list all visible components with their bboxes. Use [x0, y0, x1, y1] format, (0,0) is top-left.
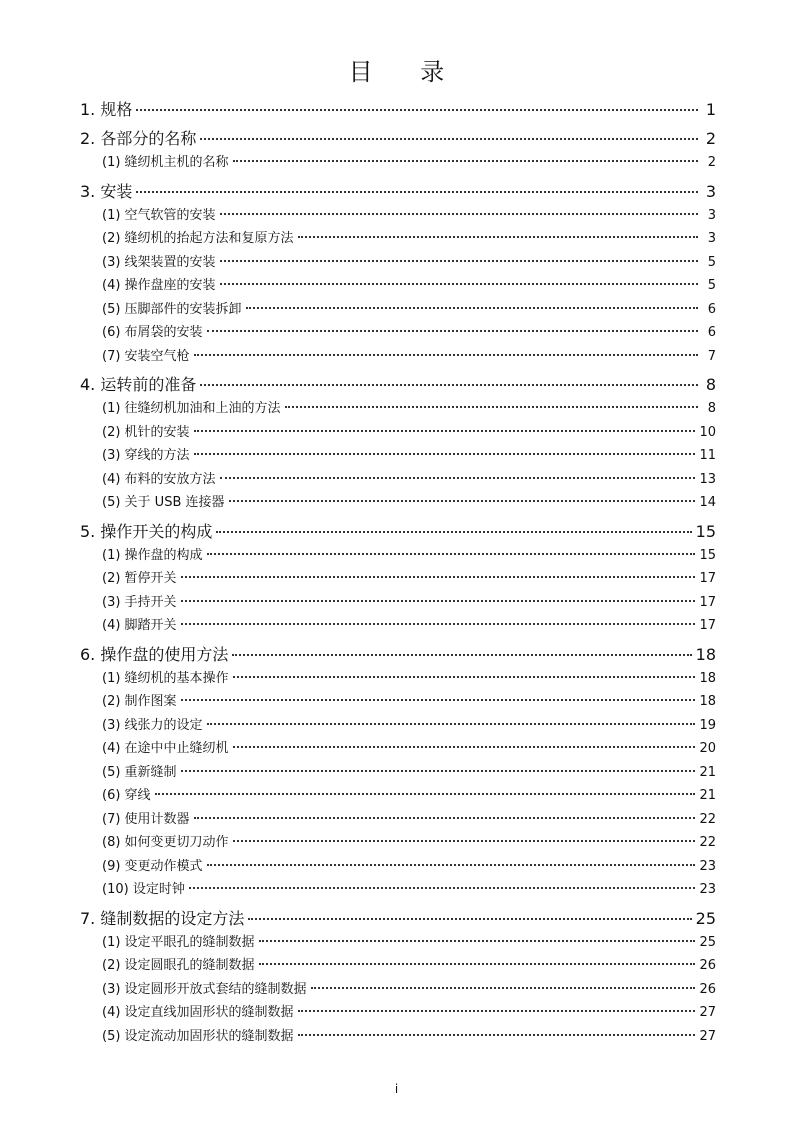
toc-entry-page-number: 23: [699, 882, 716, 897]
toc-entry-page-number: 22: [699, 811, 716, 827]
toc-entry-label: 6. 操作盘的使用方法: [80, 644, 229, 664]
toc-entry-page-number: 13: [699, 471, 716, 487]
toc-section-entry[interactable]: [80, 491, 716, 515]
dot-leader: [285, 406, 698, 408]
dot-leader: [181, 699, 696, 701]
dot-leader: [136, 109, 698, 111]
toc-entry-page-number: 11: [699, 448, 716, 463]
toc-entry-label: 5. 操作开关的构成: [80, 521, 213, 541]
toc-entry-label: (3) 线架装置的安装: [102, 254, 216, 270]
toc-entry-page-number: 8: [707, 401, 716, 416]
toc-section-entry[interactable]: [80, 345, 716, 369]
toc-entry-page-number: 22: [699, 835, 716, 850]
toc-entry-label: 4. 运转前的准备: [80, 375, 197, 394]
toc-entry-page-number: 2: [705, 129, 716, 148]
toc-entry-label: (4) 操作盘座的安装: [102, 278, 216, 293]
dot-leader: [181, 600, 696, 602]
toc-entry-page-number: 26: [699, 981, 716, 997]
toc-entry-label: 7. 缝制数据的设定方法: [80, 908, 245, 928]
toc-entry-page-number: 25: [699, 934, 716, 950]
toc-entry-label: (2) 设定圆眼孔的缝制数据: [102, 958, 255, 973]
toc-entry-label: (1) 往缝纫机加油和上油的方法: [102, 401, 281, 416]
toc-entry-label: (6) 穿线: [102, 788, 151, 803]
dot-leader: [298, 1034, 696, 1036]
toc-entry-page-number: 3: [705, 181, 716, 201]
toc-entry-page-number: 15: [699, 547, 716, 563]
toc-entry-label: (3) 穿线的方法: [102, 448, 190, 463]
toc-entry-page-number: 19: [699, 717, 716, 733]
toc-section-entry[interactable]: [80, 468, 716, 492]
toc-section-entry[interactable]: [80, 808, 716, 832]
toc-section-entry[interactable]: [80, 1001, 716, 1025]
toc-entry-page-number: 23: [699, 858, 716, 874]
dot-leader: [220, 213, 698, 215]
dot-leader: [220, 260, 698, 262]
toc-chapter-entry[interactable]: [80, 180, 716, 204]
dot-leader: [181, 623, 696, 625]
toc-entry-label: (3) 设定圆形开放式套结的缝制数据: [102, 981, 307, 997]
toc-section-entry[interactable]: [80, 978, 716, 1002]
toc-entry-page-number: 18: [699, 694, 716, 709]
toc-entry-page-number: 14: [699, 495, 716, 510]
toc-entry-label: (10) 设定时钟: [102, 882, 185, 897]
toc-entry-page-number: 17: [699, 618, 716, 633]
toc-entry-label: (1) 空气软管的安装: [102, 207, 216, 223]
toc-entry-page-number: 25: [695, 908, 716, 928]
toc-chapter-entry[interactable]: [80, 127, 716, 151]
toc-entry-page-number: 6: [707, 325, 716, 340]
dot-leader: [194, 453, 696, 455]
toc-entry-label: 3. 安装: [80, 181, 133, 201]
dot-leader: [298, 1010, 696, 1012]
toc-entry-label: (9) 变更动作模式: [102, 858, 203, 874]
dot-leader: [136, 191, 698, 193]
toc-entry-page-number: 26: [699, 958, 716, 973]
dot-leader: [232, 654, 691, 656]
toc-section-entry[interactable]: [80, 761, 716, 785]
dot-leader: [207, 864, 696, 866]
toc-entry-label: (3) 线张力的设定: [102, 717, 203, 733]
toc-section-entry[interactable]: [80, 274, 716, 298]
toc-entry-label: (8) 如何变更切刀动作: [102, 835, 229, 850]
dot-leader: [200, 384, 698, 386]
toc-entry-page-number: 18: [695, 644, 716, 664]
dot-leader: [220, 477, 696, 479]
toc-section-entry[interactable]: [80, 591, 716, 615]
toc-chapter-entry[interactable]: [80, 907, 716, 931]
toc-section-entry[interactable]: [80, 714, 716, 738]
toc-entry-label: (1) 设定平眼孔的缝制数据: [102, 934, 255, 950]
toc-entry-page-number: 10: [699, 424, 716, 440]
toc-entry-label: (3) 手持开关: [102, 594, 177, 610]
dot-leader: [194, 817, 696, 819]
toc-entry-label: (5) 设定流动加固形状的缝制数据: [102, 1028, 294, 1044]
toc-entry-label: (4) 设定直线加固形状的缝制数据: [102, 1005, 294, 1020]
toc-entry-label: (2) 制作图案: [102, 694, 177, 709]
dot-leader: [189, 887, 696, 889]
dot-leader: [207, 723, 696, 725]
dot-leader: [181, 770, 696, 772]
toc-section-entry[interactable]: [80, 784, 716, 808]
toc-section-entry[interactable]: [80, 321, 716, 345]
toc-entry-label: (5) 重新缝制: [102, 764, 177, 780]
dot-leader: [233, 840, 696, 842]
toc-entry-label: (4) 脚踏开关: [102, 618, 177, 633]
toc-section-entry[interactable]: [80, 421, 716, 445]
dot-leader: [216, 531, 691, 533]
toc-entry-page-number: 5: [707, 278, 716, 293]
dot-leader: [248, 918, 691, 920]
dot-leader: [155, 793, 696, 795]
toc-section-entry[interactable]: [80, 151, 716, 175]
toc-entry-page-number: 27: [699, 1028, 716, 1044]
toc-entry-label: (2) 暂停开关: [102, 571, 177, 586]
toc-section-entry[interactable]: [80, 667, 716, 691]
dot-leader: [220, 283, 698, 285]
toc-entry-label: (6) 布屑袋的安装: [102, 325, 203, 340]
toc-entry-label: (1) 缝纫机的基本操作: [102, 670, 229, 686]
toc-entry-label: (1) 操作盘的构成: [102, 547, 203, 563]
toc-chapter-entry[interactable]: [80, 643, 716, 667]
dot-leader: [233, 160, 698, 162]
toc-section-entry[interactable]: [80, 954, 716, 978]
toc-chapter-entry[interactable]: [80, 520, 716, 544]
toc-entry-page-number: 18: [699, 670, 716, 686]
toc-entry-page-number: 5: [707, 254, 716, 270]
toc-section-entry[interactable]: [80, 567, 716, 591]
toc-entry-page-number: 15: [695, 521, 716, 541]
dot-leader: [311, 987, 696, 989]
toc-section-entry[interactable]: [80, 855, 716, 879]
dot-leader: [233, 676, 696, 678]
toc-section-entry[interactable]: [80, 737, 716, 761]
toc-entry-label: (5) 压脚部件的安装拆卸: [102, 301, 242, 317]
dot-leader: [229, 500, 696, 502]
toc-entry-label: (1) 缝纫机主机的名称: [102, 155, 229, 170]
toc-entry-page-number: 21: [699, 764, 716, 780]
toc-entry-page-number: 8: [705, 375, 716, 394]
toc-section-entry[interactable]: [80, 251, 716, 275]
toc-entry-label: 1. 规格: [80, 100, 133, 119]
toc-section-entry[interactable]: [80, 298, 716, 322]
toc-entry-label: (4) 布料的安放方法: [102, 471, 216, 487]
toc-entry-label: 2. 各部分的名称: [80, 129, 197, 148]
dot-leader: [207, 330, 698, 332]
toc-entry-label: (2) 缝纫机的抬起方法和复原方法: [102, 231, 294, 246]
toc-section-entry[interactable]: [80, 931, 716, 955]
toc-section-entry[interactable]: [80, 878, 716, 902]
toc-entry-page-number: 1: [705, 100, 716, 119]
dot-leader: [207, 553, 696, 555]
toc-entry-page-number: 27: [699, 1005, 716, 1020]
dot-leader: [233, 746, 696, 748]
toc-section-entry[interactable]: [80, 227, 716, 251]
toc-entry-label: (2) 机针的安装: [102, 424, 190, 440]
toc-section-entry[interactable]: [80, 444, 716, 468]
dot-leader: [200, 138, 698, 140]
toc-entry-label: (5) 关于 USB 连接器: [102, 495, 225, 510]
toc-section-entry[interactable]: [80, 831, 716, 855]
toc-entry-label: (4) 在途中中止缝纫机: [102, 741, 229, 756]
page-number: i: [394, 1082, 399, 1096]
toc-entry-label: (7) 安装空气枪: [102, 348, 190, 364]
toc-section-entry[interactable]: [80, 204, 716, 228]
dot-leader: [194, 430, 696, 432]
dot-leader: [194, 354, 698, 356]
toc-section-entry[interactable]: [80, 690, 716, 714]
toc-entry-page-number: 17: [699, 571, 716, 586]
toc-section-entry[interactable]: [80, 397, 716, 421]
dot-leader: [298, 236, 698, 238]
toc-entry-page-number: 2: [707, 155, 716, 170]
table-of-contents: [80, 98, 716, 1048]
page-title: 目 录: [348, 58, 465, 86]
toc-chapter-entry[interactable]: [80, 373, 716, 397]
toc-entry-page-number: 6: [707, 301, 716, 317]
toc-entry-page-number: 17: [699, 594, 716, 610]
toc-entry-label: (7) 使用计数器: [102, 811, 190, 827]
toc-entry-page-number: 3: [707, 207, 716, 223]
toc-section-entry[interactable]: [80, 614, 716, 638]
toc-entry-page-number: 3: [707, 231, 716, 246]
toc-entry-page-number: 20: [699, 741, 716, 756]
dot-leader: [259, 963, 696, 965]
toc-entry-page-number: 21: [699, 788, 716, 803]
toc-section-entry[interactable]: [80, 544, 716, 568]
dot-leader: [246, 307, 698, 309]
toc-entry-page-number: 7: [707, 348, 716, 364]
dot-leader: [181, 576, 696, 578]
dot-leader: [259, 940, 696, 942]
toc-section-entry[interactable]: [80, 1025, 716, 1049]
toc-chapter-entry[interactable]: [80, 98, 716, 122]
